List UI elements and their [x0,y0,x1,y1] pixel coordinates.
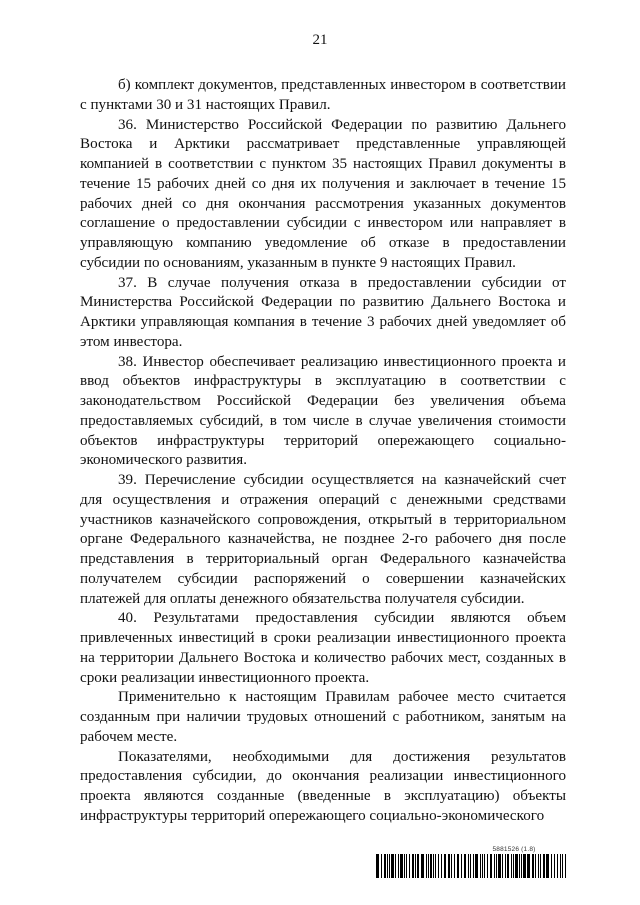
paragraph-39: 39. Перечисление субсидии осуществляется на казначейский счет для осуществления и отражения операций с денежными средствами участников казначейского сопровождения, открытый в территориальном органе Федерального казначейства, не позднее 2-го рабочего дня после представления в территориальный орган Федерального казначейства получателем субсидии распоряжений о совершении казначейских платежей для оплаты денежного обязательства получателя субсидии. [80,472,566,607]
paragraph-37: 37. В случае получения отказа в предоставлении субсидии от Министерства Российской Федерации по развитию Дальнего Востока и Арктики управляющая компания в течение 3 рабочих дней уведомляет об этом инвестора. [80,274,566,350]
body-text [80,76,566,827]
paragraph-36: 36. Министерство Российской Федерации по развитию Дальнего Востока и Арктики рассматривает представленные управляющей компанией в соответствии с пунктом 35 настоящих Правил документы в течение 15 рабочих дней со дня их получения и заключает в течение 15 рабочих дней со дня окончания рассмотрения указанных документов соглашение о предоставлении субсидии с инвестором или направляет в управляющую компанию уведомление об отказе в предоставлении субсидии по основаниям, указанным в пункте 9 настоящих Правил. [80,116,566,271]
paragraph-item-b: б) комплект документов, представленных инвестором в соответствии с пунктами 30 и 31 настоящих Правил. [80,77,566,113]
paragraph-40-workplace: Применительно к настоящим Правилам рабочее место считается созданным при наличии трудовых отношений с работником, занятым на рабочем месте. [80,689,566,745]
page-number: 21 [312,32,328,48]
document-code: 5881526 (1.8) [492,846,536,853]
barcode-image [376,854,566,878]
paragraph-38: 38. Инвестор обеспечивает реализацию инвестиционного проекта и ввод объектов инфраструктуры в эксплуатацию в соответствии с законодательством Российской Федерации без увеличения объема предоставляемых субсидий, в том числе в случае увеличения стоимости объектов инфраструктуры территорий опережающего социально-экономического развития. [80,353,566,469]
paragraph-40: 40. Результатами предоставления субсидии являются объем привлеченных инвестиций в сроки реализации инвестиционного проекта на территории Дальнего Востока и количество рабочих мест, созданных в сроки реализации инвестиционного проекта. [80,610,566,686]
paragraph-40-indicators: Показателями, необходимыми для достижения результатов предоставления субсидии, до окончания реализации инвестиционного проекта являются созданные (введенные в эксплуатацию) объекты инфраструктуры территорий опережающего социально-экономического [80,748,566,824]
